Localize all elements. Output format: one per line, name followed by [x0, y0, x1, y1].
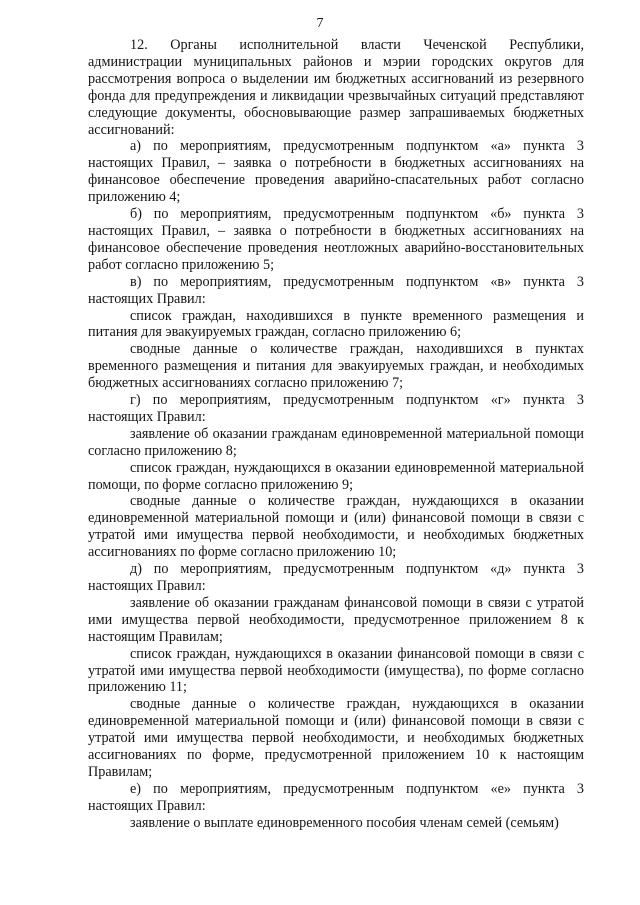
paragraph-e-application: заявление о выплате единовременного пособия членам семей (семьям): [130, 814, 559, 831]
paragraph-g-application: заявление об оказании гражданам единовременной материальной помощи согласно приложению 8;: [88, 425, 584, 459]
paragraph-d-list: список граждан, нуждающихся в оказании финансовой помощи в связи с утратой ими имущества первой необходимости (имущества), по форме согласно приложению 11;: [88, 645, 584, 696]
document-body: [88, 37, 584, 832]
paragraph-d-summary: сводные данные о количестве граждан, нуждающихся в оказании единовременной материальной помощи и (или) финансовой помощи в связи с утратой ими имущества первой необходимости, и необходимых бюджетных ассигнованиях по форме, предусмотренной приложением 10 к настоящим Правилам;: [88, 696, 584, 780]
paragraph-v: в) по мероприятиям, предусмотренным подпунктом «в» пункта 3 настоящих Правил:: [88, 273, 584, 307]
paragraph-v-summary: сводные данные о количестве граждан, находившихся в пунктах временного размещения и питания для эвакуируемых граждан, и необходимых бюджетных ассигнованиях согласно приложению 7;: [88, 341, 584, 392]
paragraph-g: г) по мероприятиям, предусмотренным подпунктом «г» пункта 3 настоящих Правил:: [88, 392, 584, 425]
paragraph-g-summary: сводные данные о количестве граждан, нуждающихся в оказании единовременной материальной помощи и (или) финансовой помощи в связи с утратой ими имущества первой необходимости, и необходимых бюджетных ассигнованиях по форме согласно приложению 10;: [88, 493, 584, 561]
paragraph-b: б) по мероприятиям, предусмотренным подпунктом «б» пункта 3 настоящих Правил, – заявка о потребности в бюджетных ассигнованиях на финансовое обеспечение проведения неотложных аварийно-восстановительных работ согласно приложению 5;: [88, 206, 584, 273]
paragraph-d-application: заявление об оказании гражданам финансовой помощи в связи с утратой ими имущества первой необходимости, предусмотренное приложением 8 к настоящим Правилам;: [88, 594, 584, 645]
paragraph-a: а) по мероприятиям, предусмотренным подпунктом «а» пункта 3 настоящих Правил, – заявка о потребности в бюджетных ассигнованиях на финансовое обеспечение проведения аварийно-спасательных работ согласно приложению 4;: [88, 138, 584, 206]
paragraph-v-list: список граждан, находившихся в пункте временного размещения и питания для эвакуируемых граждан, согласно приложению 6;: [88, 307, 584, 341]
paragraph-d: д) по мероприятиям, предусмотренным подпунктом «д» пункта 3 настоящих Правил:: [88, 561, 584, 594]
paragraph-e: е) по мероприятиям, предусмотренным подпунктом «е» пункта 3 настоящих Правил:: [88, 780, 584, 814]
paragraph-g-list: список граждан, нуждающихся в оказании единовременной материальной помощи, по форме согласно приложению 9;: [88, 459, 584, 493]
page-number: 7: [316, 16, 324, 31]
paragraph-12-intro: 12. Органы исполнительной власти Чеченской Республики, администрации муниципальных районов и мэрии городских округов для рассмотрения вопроса о выделении им бюджетных ассигнований из резервного фонда для предупреждения и ликвидации чрезвычайных ситуаций представляют следующие документы, обосновывающие размер запрашиваемых бюджетных ассигнований:: [88, 37, 584, 138]
